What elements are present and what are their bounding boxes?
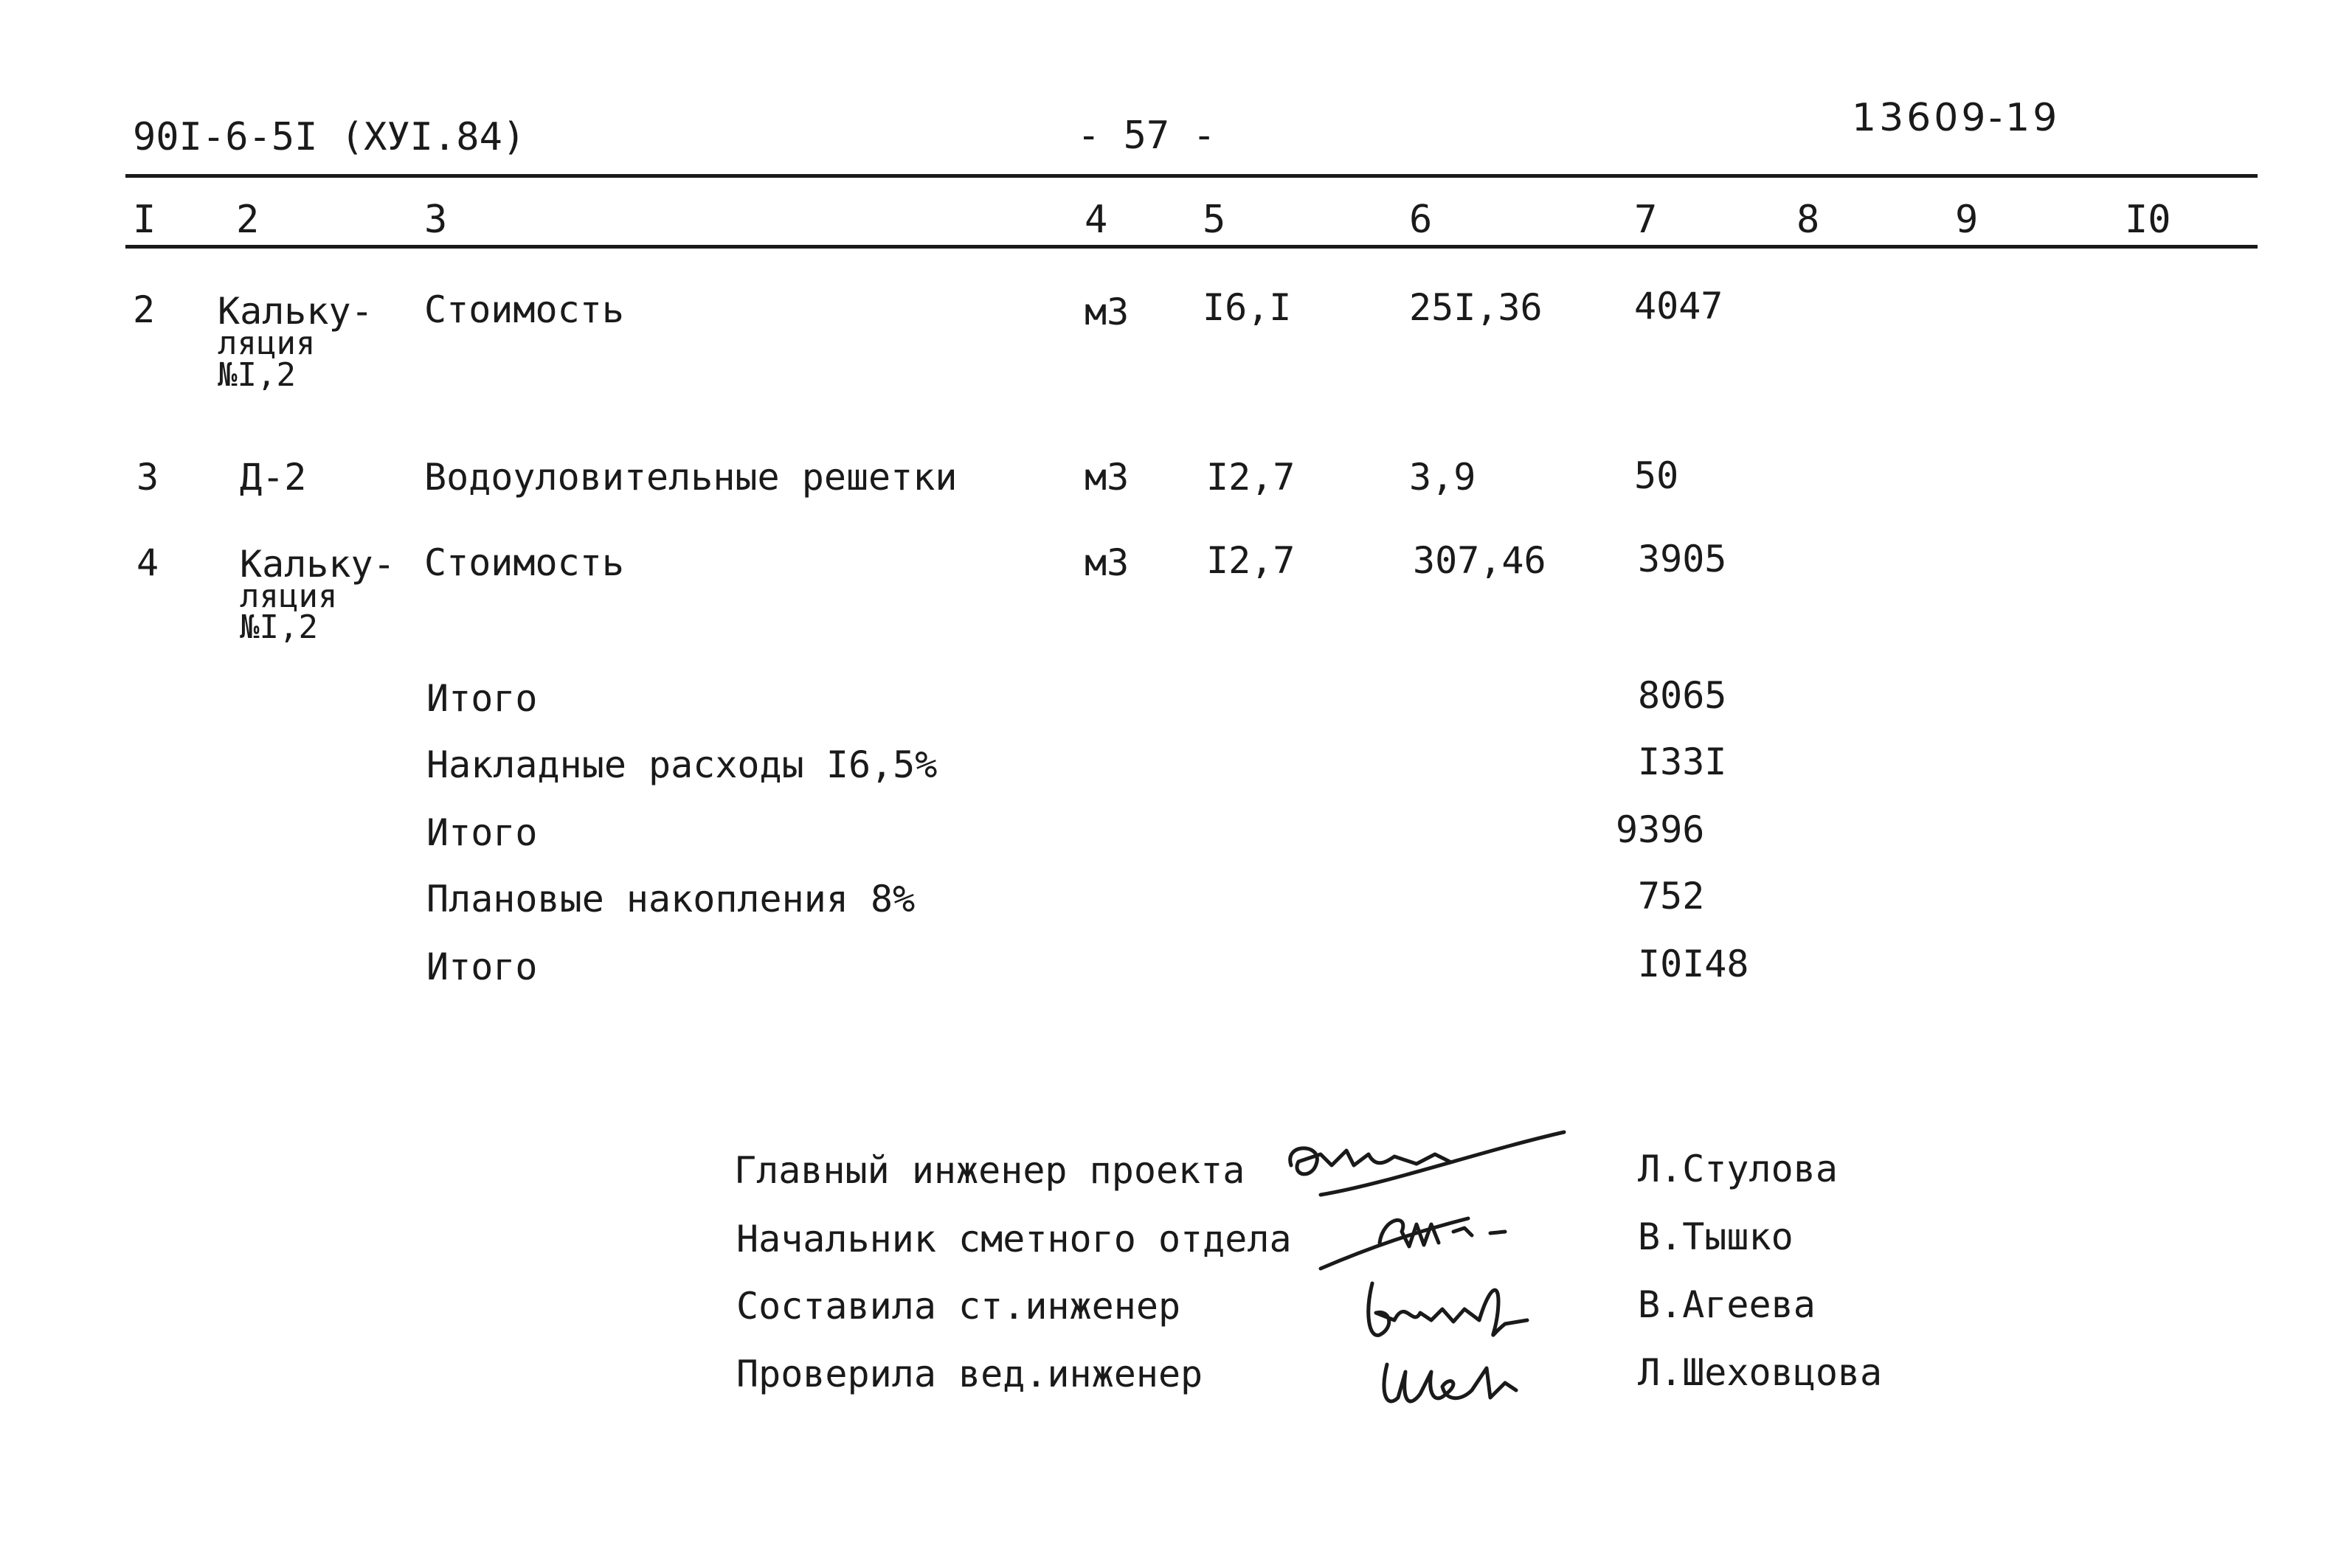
summary-4-label: Плановые накопления 8% [426,878,916,920]
row-1-unit: м3 [1085,291,1130,333]
row-2-price: 3,9 [1409,456,1476,499]
row-3-total: 3905 [1638,538,1727,580]
summary-3-label: Итого [426,811,538,854]
row-2-number: 3 [136,456,159,499]
row-1-name: Стоимость [424,288,624,331]
summary-5-value: I0I48 [1638,943,1749,985]
signature-2-name: В.Тышко [1638,1215,1794,1258]
row-3-name: Стоимость [424,541,624,584]
summary-1-value: 8065 [1638,674,1727,717]
row-1-basis-line-3: №I,2 [218,356,296,394]
column-number-9: 9 [1955,198,1979,242]
row-2-qty: I2,7 [1206,456,1296,499]
row-2-name: Водоуловительные решетки [424,456,958,499]
signature-2-stroke [1321,1218,1468,1269]
signature-1-name: Л.Стулова [1638,1148,1838,1190]
row-1-qty: I6,I [1203,286,1292,329]
row-1-price: 25I,36 [1409,286,1543,329]
summary-2-value: I33I [1638,740,1727,783]
signature-4-name: Л.Шеховцова [1638,1351,1883,1394]
summary-4-value: 752 [1638,875,1705,917]
row-1-number: 2 [133,288,156,331]
column-number-8: 8 [1796,198,1820,242]
signature-3-stroke [1369,1283,1527,1335]
row-2-basis-line-1: Д-2 [240,456,307,499]
row-3-basis-line-2: ляция [240,577,338,615]
summary-1-label: Итого [426,677,538,720]
doc-code: 90I-6-5I (XУI.84) [133,115,526,159]
row-3-unit: м3 [1085,541,1130,584]
row-1-basis-line-1: Кальку- [218,290,373,333]
signature-4-stroke [1384,1364,1516,1401]
column-number-1: I [133,198,156,242]
column-number-2: 2 [236,198,260,242]
row-2-unit: м3 [1085,456,1130,499]
row-1-total: 4047 [1634,285,1723,327]
header-rule [125,174,2258,178]
column-number-3: 3 [424,198,448,242]
archive-number: 13609-19 [1852,96,2061,140]
signature-3-role: Составила ст.инженер [736,1285,1181,1328]
signature-3-name: В.Агеева [1638,1283,1816,1326]
row-3-basis-line-3: №I,2 [240,608,318,646]
handwritten-signature-4 [1365,1342,1557,1423]
column-number-7: 7 [1634,198,1658,242]
signature-2-role: Начальник сметного отдела [736,1218,1292,1260]
column-number-6: 6 [1409,198,1433,242]
row-3-price: 307,46 [1413,539,1546,582]
row-3-number: 4 [136,541,159,584]
signature-4-role: Проверила вед.инженер [736,1353,1203,1395]
column-header-rule [125,245,2258,249]
column-number-5: 5 [1203,198,1226,242]
row-3-qty: I2,7 [1206,539,1296,582]
summary-3-value: 9396 [1616,808,1705,851]
summary-2-label: Накладные расходы I6,5% [426,743,938,786]
signature-1-role: Главный инженер проекта [734,1149,1245,1192]
row-3-basis-line-1: Кальку- [240,543,395,586]
column-number-10: I0 [2125,198,2171,242]
page-number: - 57 - [1077,114,1216,158]
row-1-basis-line-2: ляция [218,325,316,362]
summary-5-label: Итого [426,946,538,988]
row-2-total: 50 [1634,454,1679,497]
column-number-4: 4 [1085,198,1108,242]
